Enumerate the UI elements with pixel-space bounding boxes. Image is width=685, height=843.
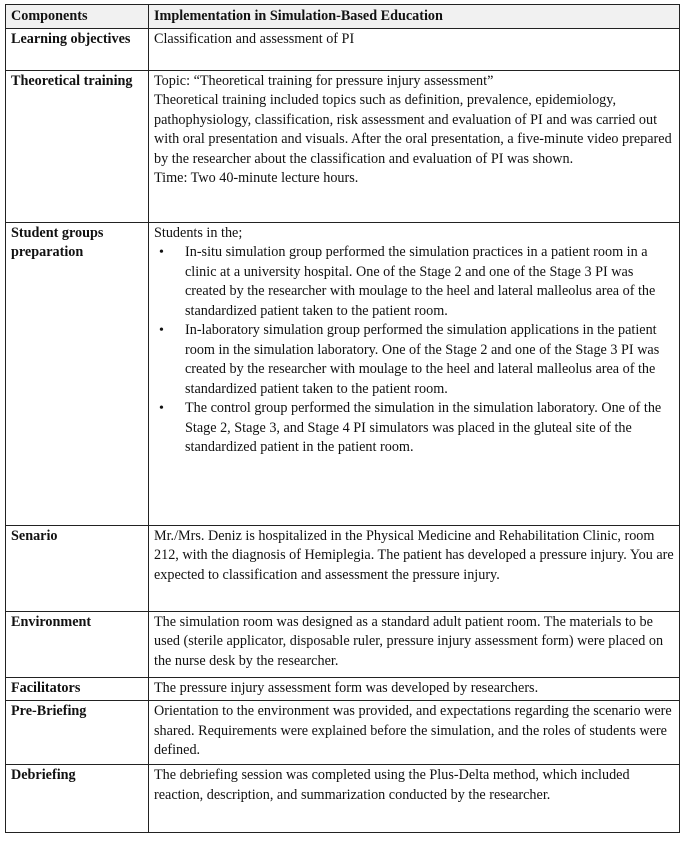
- table-row: [6, 525, 680, 611]
- row-content-senario: Mr./Mrs. Deniz is hospitalized in the Physical Medicine and Rehabilitation Clinic, room 212, with the diagnosis of Hemiplegia. The patient has developed a pressure injury. You are expected to classification and assessment the pressure injury.: [149, 525, 680, 611]
- list-item: • In-laboratory simulation group performed the simulation applications in the patient room in the simulation laboratory. One of the Stage 2 and one of the Stage 3 PI was created by the researcher with moulage to the heel and lateral malleolus area of the standardized patient taken to the patient room.: [154, 321, 675, 399]
- header-implementation: Implementation in Simulation-Based Education: [149, 5, 680, 29]
- row-label-debriefing: Debriefing: [6, 765, 149, 833]
- table-row: [6, 611, 680, 677]
- row-content-student-groups: [149, 222, 680, 525]
- table-row: [6, 701, 680, 765]
- student-groups-intro: Students in the;: [154, 224, 243, 241]
- table-row: [6, 28, 680, 70]
- row-content-pre-briefing: Orientation to the environment was provided, and expectations regarding the scenario were shared. Requirements were explained before the simulation, and the roles of students were defined.: [149, 701, 680, 765]
- row-label-facilitators: Facilitators: [6, 677, 149, 701]
- row-label-pre-briefing: Pre-Briefing: [6, 701, 149, 765]
- training-body: Theoretical training included topics such as definition, prevalence, epidemiology, pathophysiology, classification, risk assessment and evaluation of PI and was carried out with oral presentation and visuals. After the oral presentation, a five-minute video prepared by the researcher about the classification and evaluation of PI was shown.: [154, 92, 672, 167]
- row-content-environment: The simulation room was designed as a standard adult patient room. The materials to be used (sterile applicator, disposable ruler, pressure injury assessment form) were placed on the nurse desk by the researcher.: [149, 611, 680, 677]
- table-row: [6, 222, 680, 525]
- table-row: [6, 70, 680, 222]
- training-topic: Topic: “Theoretical training for pressure injury assessment”: [154, 72, 494, 89]
- training-time: Time: Two 40-minute lecture hours.: [154, 170, 359, 186]
- row-content-debriefing: The debriefing session was completed using the Plus-Delta method, which included reaction, description, and summarization conducted by the researcher.: [149, 765, 680, 833]
- student-groups-list: [154, 243, 675, 458]
- row-content-learning-objectives: Classification and assessment of PI: [149, 28, 680, 70]
- list-item: • The control group performed the simulation in the simulation laboratory. One of the Stage 2, Stage 3, and Stage 4 PI simulators was placed in the gluteal site of the standardized patient in the patient room.: [154, 399, 675, 458]
- row-content-theoretical-training: [149, 70, 680, 222]
- simulation-components-table: [5, 4, 680, 833]
- row-label-environment: Environment: [6, 611, 149, 677]
- page: [5, 4, 680, 833]
- list-item: • In-situ simulation group performed the simulation practices in a patient room in a clinic at a university hospital. One of the Stage 2 and one of the Stage 3 PI was created by the researcher with moulage to the heel and lateral malleolus area of the standardized patient taken to the patient room.: [154, 243, 675, 321]
- row-label-student-groups: Student groups preparation: [6, 222, 149, 525]
- row-label-learning-objectives: Learning objectives: [6, 28, 149, 70]
- table-header-row: [6, 5, 680, 29]
- table-row: [6, 677, 680, 701]
- row-label-senario: Senario: [6, 525, 149, 611]
- header-components: Components: [6, 5, 149, 29]
- row-label-theoretical-training: Theoretical training: [6, 70, 149, 222]
- table-row: [6, 765, 680, 833]
- row-content-facilitators: The pressure injury assessment form was developed by researchers.: [149, 677, 680, 701]
